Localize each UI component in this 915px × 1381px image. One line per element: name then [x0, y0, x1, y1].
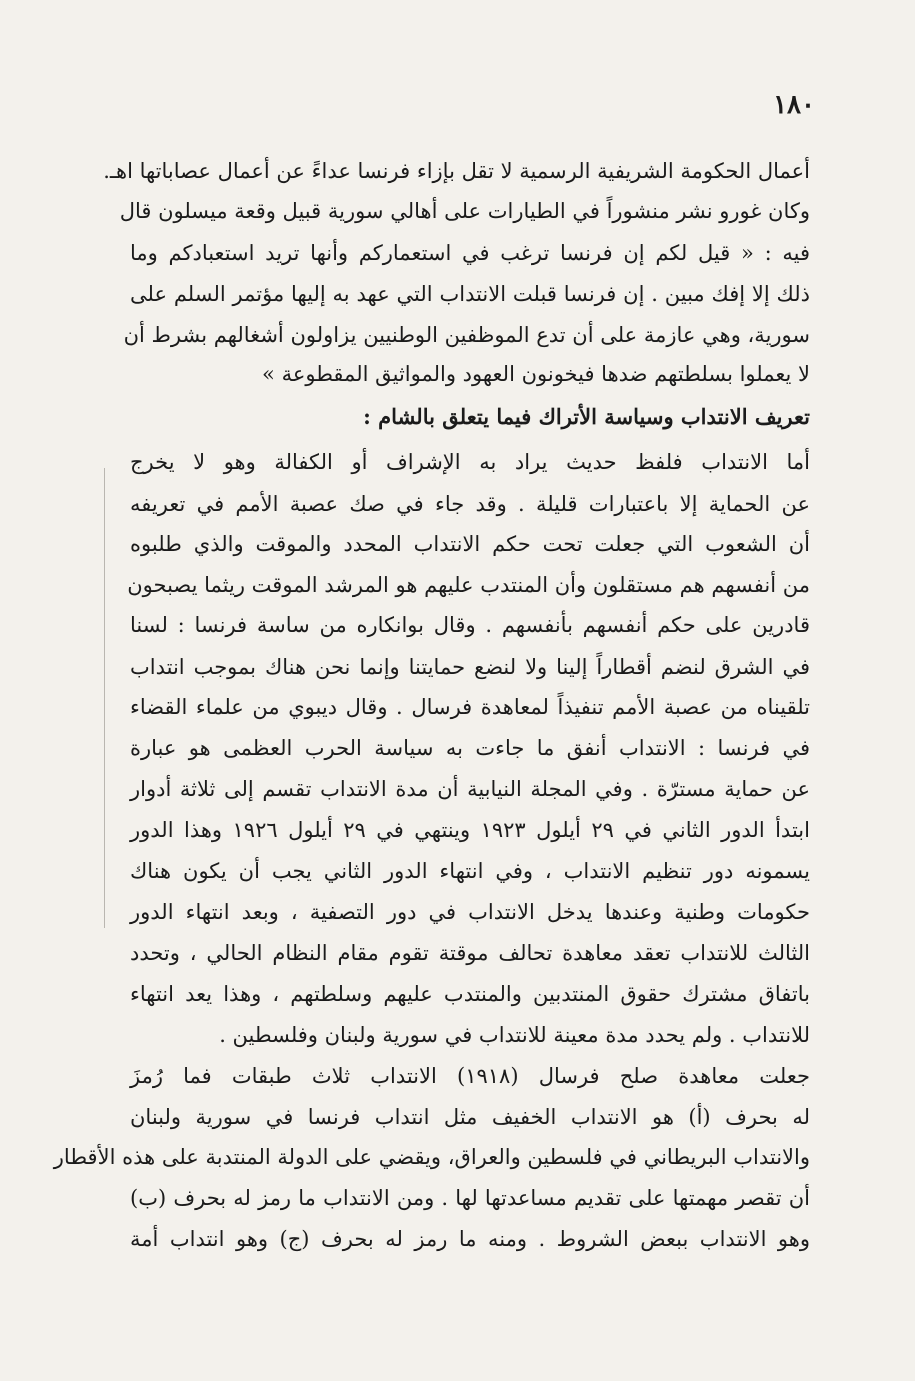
text-line: لا يعملوا بسلطتهم ضدها فيخونون العهود والمواثيق المقطوعة » [262, 362, 810, 386]
text-line: قادرين على حكم أنفسهم بأنفسهم . وقال بوانكاره من ساسة فرنسا : لسنا [130, 613, 810, 637]
text-line: أن تقصر مهمتها على تقديم مساعدتها لها . ومن الانتداب ما رمز له بحرف (ب) [130, 1186, 810, 1210]
text-line: من أنفسهم هم مستقلون وأن المنتدب عليهم هو المرشد الموقت ريثما يصبحون [127, 573, 810, 597]
text-line: والانتداب البريطاني في فلسطين والعراق، ويقضي على الدولة المنتدبة على هذه الأقطار [53, 1145, 810, 1169]
section-heading: تعريف الانتداب وسياسة الأتراك فيما يتعلق بالشام : [363, 404, 810, 429]
text-line: ابتدأ الدور الثاني في ٢٩ أيلول ١٩٢٣ وينتهي في ٢٩ أيلول ١٩٢٦ وهذا الدور [130, 818, 810, 842]
text-line: فيه : « قيل لكم إن فرنسا ترغب في استعماركم وأنها تريد استعبادكم وما [130, 241, 810, 265]
text-line: يسمونه دور تنظيم الانتداب ، وفي انتهاء الدور الثاني يجب أن يكون هناك [130, 859, 810, 883]
text-line: وهو الانتداب ببعض الشروط . ومنه ما رمز له بحرف (ج) وهو انتداب أمة [130, 1227, 810, 1251]
text-line: الثالث للانتداب تعقد معاهدة تحالف موقتة تقوم مقام النظام الحالي ، وتحدد [130, 941, 810, 965]
text-line: أما الانتداب فلفظ حديث يراد به الإشراف أو الكفالة وهو لا يخرج [130, 450, 810, 474]
text-line: ذلك إلا إفك مبين . إن فرنسا قبلت الانتداب التي عهد به إليها مؤتمر السلم على [130, 282, 810, 306]
page-number: ١٨٠ [773, 90, 815, 120]
text-line: سورية، وهي عازمة على أن تدع الموظفين الوطنيين يزاولون أشغالهم بشرط أن [123, 323, 810, 347]
text-line: حكومات وطنية وعندها يدخل الانتداب في دور التصفية ، وبعد انتهاء الدور [130, 900, 810, 924]
margin-fold-line [104, 468, 105, 928]
text-line: للانتداب . ولم يحدد مدة معينة للانتداب في سورية ولبنان وفلسطين . [219, 1023, 810, 1047]
text-line: عن حماية مسترّة . وفي المجلة النيابية أن مدة الانتداب تقسم إلى ثلاثة أدوار [130, 777, 810, 801]
text-line: أعمال الحكومة الشريفية الرسمية لا تقل بإزاء فرنسا عداءً عن أعمال عصاباتها اهـ. [103, 159, 810, 183]
text-line: أن الشعوب التي جعلت تحت حكم الانتداب المحدد والموقت والذي طلبوه [130, 532, 810, 556]
text-line: وكان غورو نشر منشوراً في الطيارات على أهالي سورية قبيل وقعة ميسلون قال [119, 199, 810, 223]
text-line: له بحرف (أ) هو الانتداب الخفيف مثل انتداب فرنسا في سورية ولبنان [130, 1105, 810, 1129]
text-line: باتفاق مشترك حقوق المنتدبين والمنتدب عليهم وسلطتهم ، وهذا يعد انتهاء [130, 982, 810, 1006]
text-line: تلقيناه من عصبة الأمم تنفيذاً لمعاهدة فرسال . وقال ديبوي من علماء القضاء [130, 695, 810, 719]
text-line: في الشرق لنضم أقطاراً إلينا ولا لنضع حمايتنا وإنما نحن هناك بموجب انتداب [130, 655, 810, 679]
text-line: عن الحماية إلا باعتبارات قليلة . وقد جاء في صك عصبة الأمم في تعريفه [130, 492, 810, 516]
text-line: في فرنسا : الانتداب أنفق ما جاءت به سياسة الحرب العظمى هو عبارة [130, 736, 810, 760]
text-line: جعلت معاهدة صلح فرسال (١٩١٨) الانتداب ثلاث طبقات فما رُمزَ [130, 1064, 810, 1088]
